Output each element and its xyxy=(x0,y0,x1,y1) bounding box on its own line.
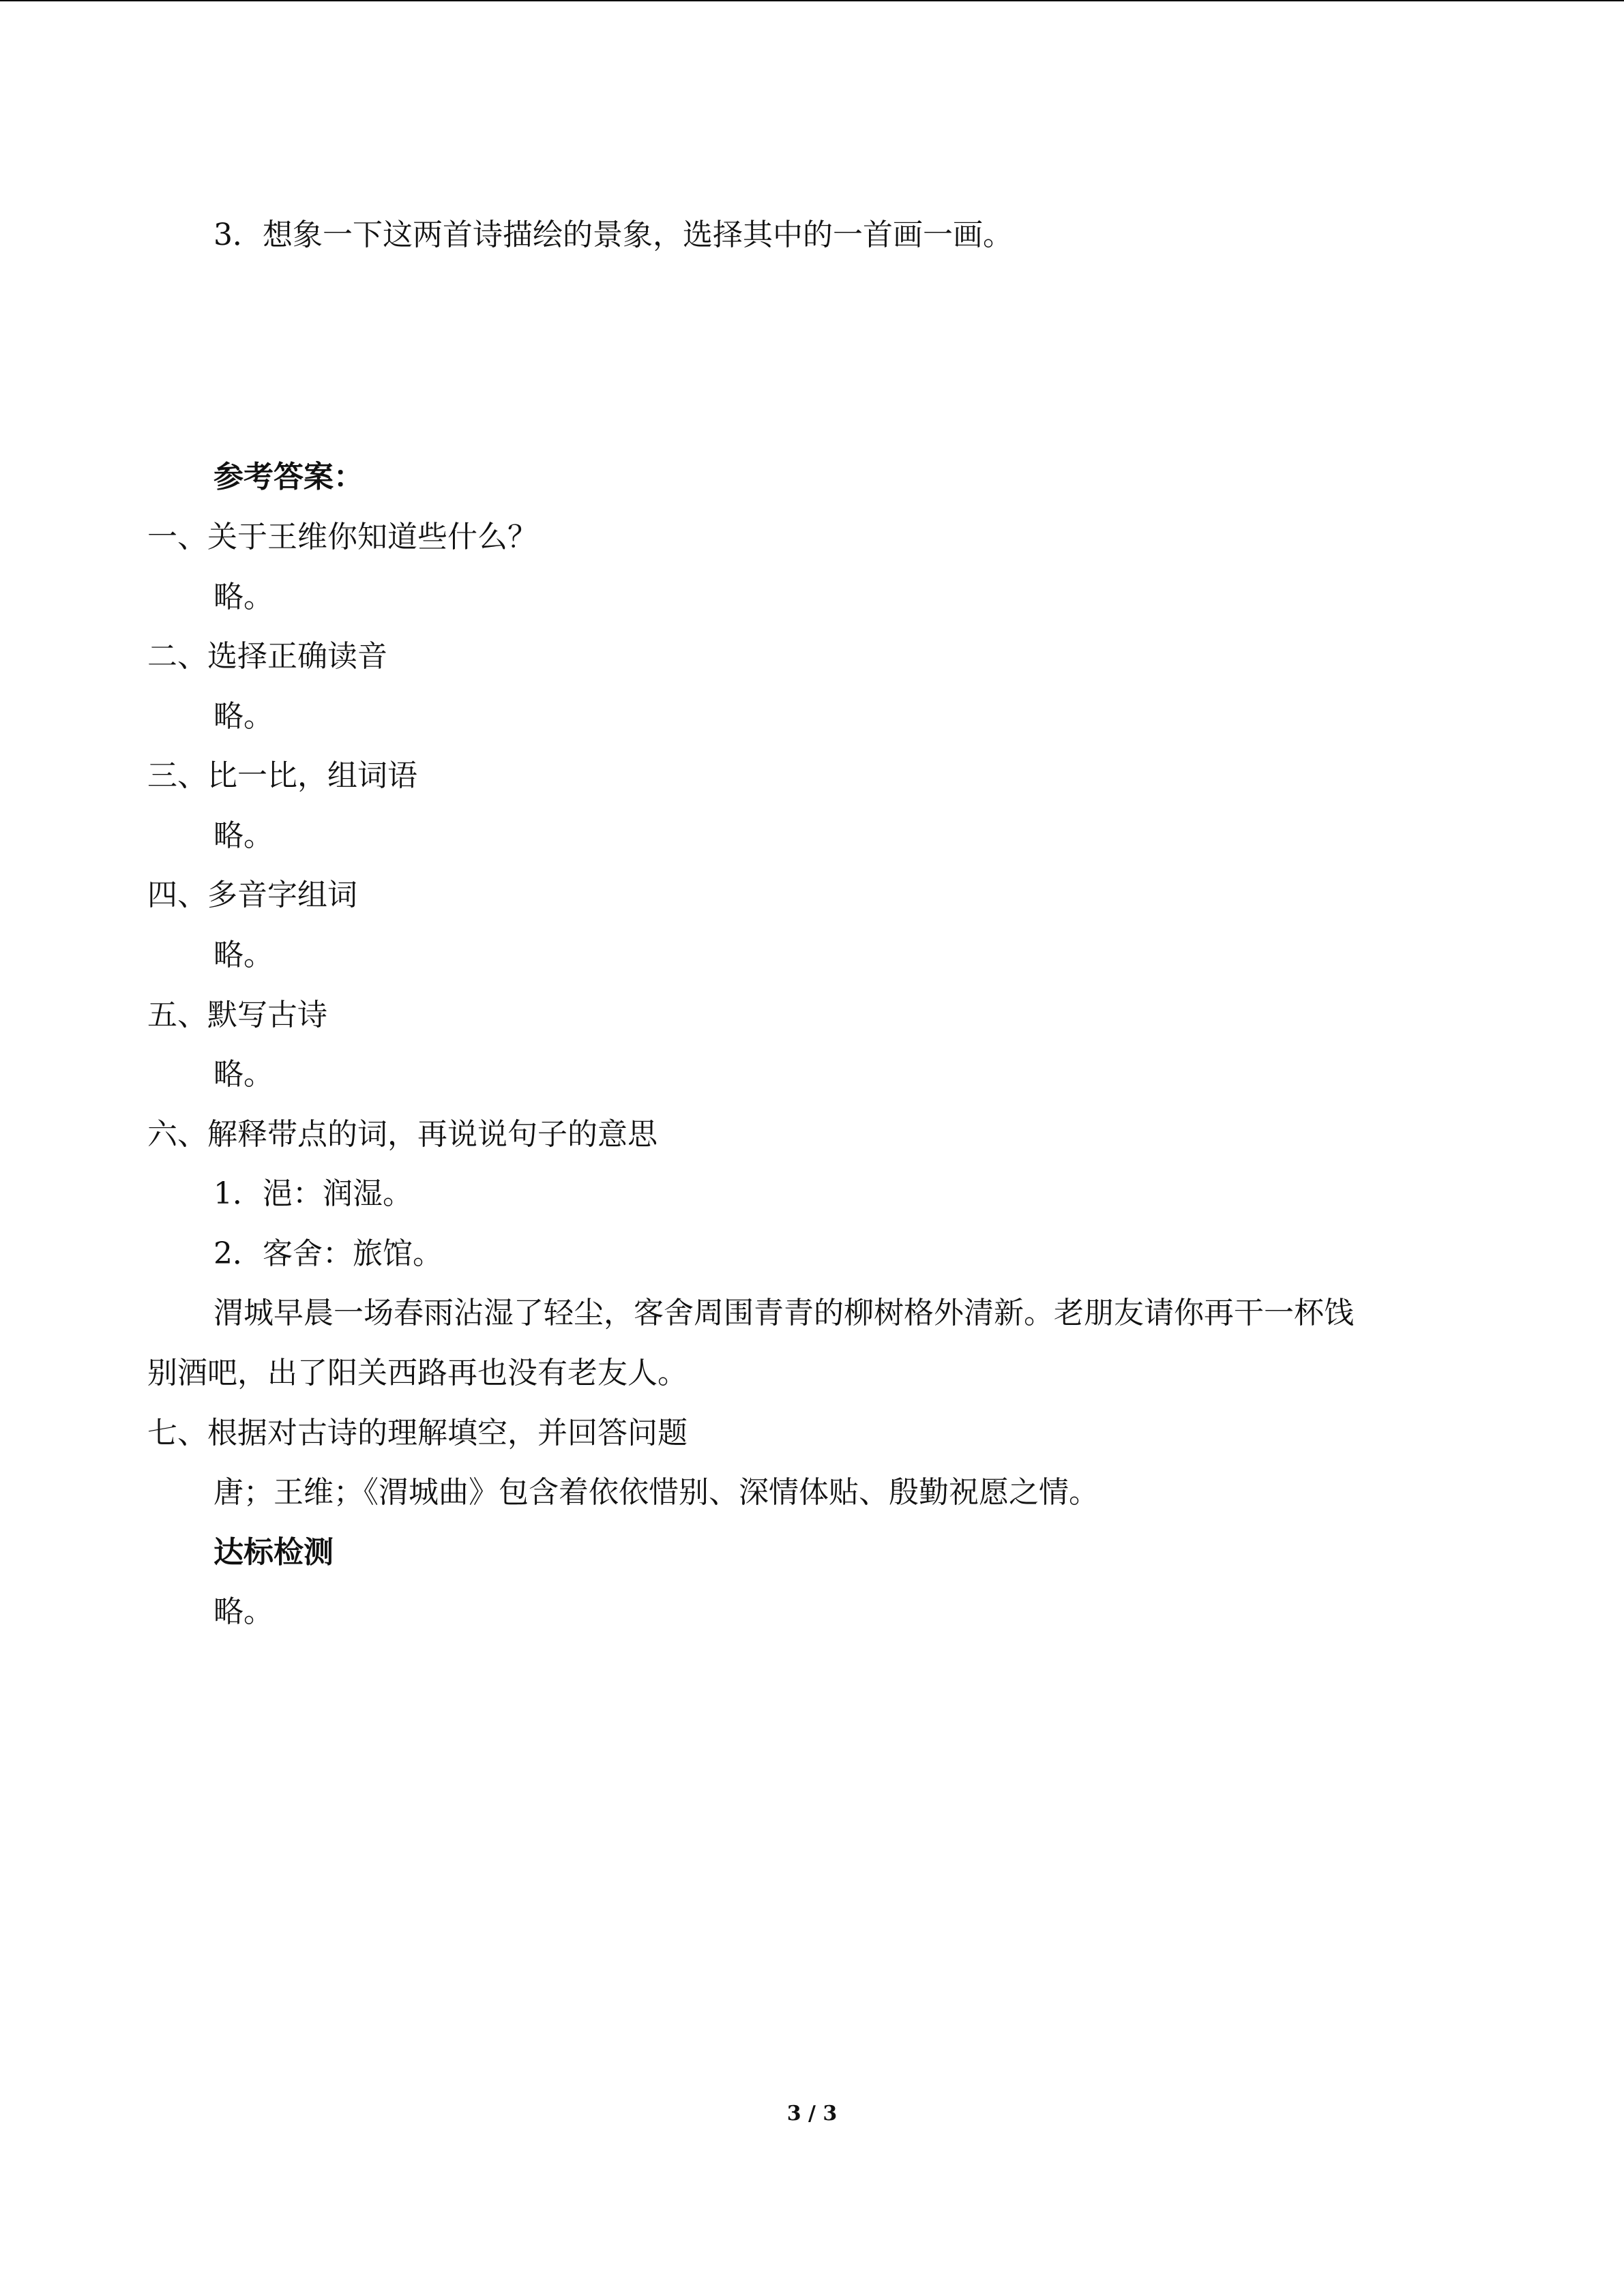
answers-heading: 参考答案： xyxy=(213,460,364,494)
check-answer: 略。 xyxy=(213,1594,274,1629)
section-6-heading: 六、解释带点的词，再说说句子的意思 xyxy=(147,1117,658,1152)
page-number: 3 / 3 xyxy=(786,2102,838,2126)
page-top-border xyxy=(0,0,1624,1)
section-2-heading: 二、选择正确读音 xyxy=(147,639,387,674)
section-5-answer: 略。 xyxy=(213,1057,274,1092)
section-4-answer: 略。 xyxy=(213,938,274,972)
section-7-heading: 七、根据对古诗的理解填空，并回答问题 xyxy=(147,1416,688,1450)
section-6-item-2: 2．客舍：旅馆。 xyxy=(213,1236,443,1271)
section-6-item-1: 1．浥：润湿。 xyxy=(213,1176,413,1211)
section-5-heading: 五、默写古诗 xyxy=(147,998,327,1032)
section-3-answer: 略。 xyxy=(213,818,274,853)
section-1-heading: 一、关于王维你知道些什么？ xyxy=(147,520,537,554)
section-1-answer: 略。 xyxy=(213,580,274,614)
section-4-heading: 四、多音字组词 xyxy=(147,878,357,912)
section-6-paragraph-line-2: 别酒吧，出了阳关西路再也没有老友人。 xyxy=(147,1356,688,1390)
question-3: 3．想象一下这两首诗描绘的景象，选择其中的一首画一画。 xyxy=(213,218,1013,252)
section-6-paragraph-line-1: 渭城早晨一场春雨沾湿了轻尘，客舍周围青青的柳树格外清新。老朋友请你再干一杯饯 xyxy=(213,1296,1354,1330)
section-2-answer: 略。 xyxy=(213,699,274,734)
section-7-answer: 唐；王维；《渭城曲》包含着依依惜别、深情体贴、殷勤祝愿之情。 xyxy=(213,1475,1099,1510)
section-3-heading: 三、比一比，组词语 xyxy=(147,758,417,793)
check-heading: 达标检测 xyxy=(213,1535,334,1570)
